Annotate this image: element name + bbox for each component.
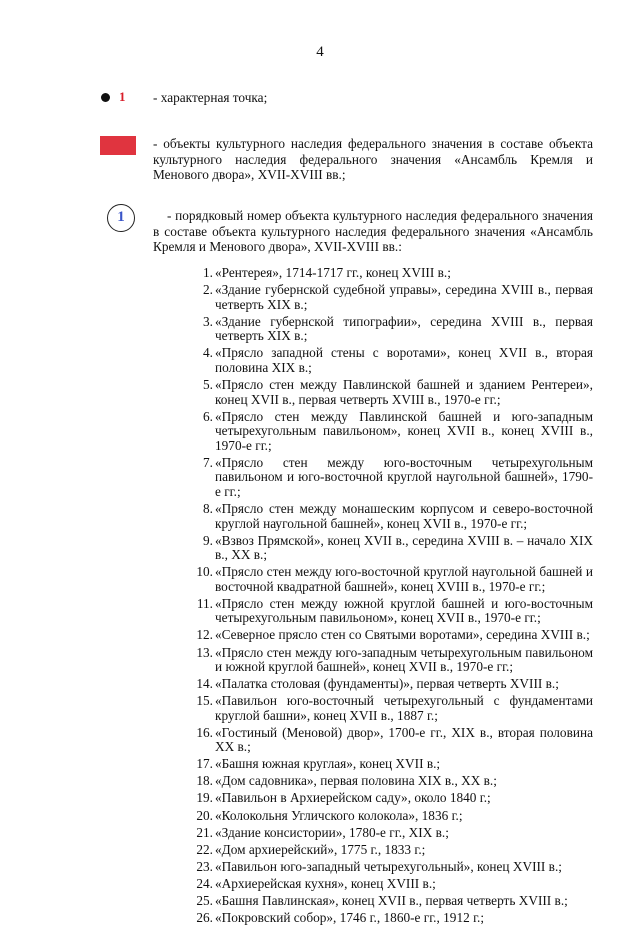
- list-item-number: 13.: [196, 644, 213, 660]
- list-item-number: 3.: [203, 313, 213, 329]
- list-item-text: «Башня Павлинская», конец XVII в., первая четверть XVIII в.;: [215, 892, 568, 908]
- list-item: [193, 410, 593, 454]
- list-item: [193, 826, 593, 841]
- list-item-number: 26.: [196, 909, 213, 925]
- list-item-text: «Прясло стен между юго-западным четырехугольным павильоном и южной круглой башней», конец XVII в., 1970-е гг.;: [215, 644, 593, 675]
- list-item-number: 9.: [203, 532, 213, 548]
- list-item-text: «Прясло стен между монашеским корпусом и северо-восточной круглой наугольной башней», конец XVII в., 1970-е гг.;: [215, 500, 593, 531]
- list-item: [193, 378, 593, 407]
- list-item-text: «Дом садовника», первая половина XIX в., XX в.;: [215, 773, 497, 789]
- list-item: [193, 346, 593, 375]
- list-item: [193, 502, 593, 531]
- list-item-text: «Северное прясло стен со Святыми воротами», середина XVIII в.;: [215, 627, 590, 643]
- list-item-number: 23.: [196, 858, 213, 874]
- list-item: [193, 456, 593, 500]
- list-item-text: «Колокольня Угличского колокола», 1836 г.;: [215, 807, 463, 823]
- list-item-number: 12.: [196, 627, 213, 643]
- red-area-swatch-icon: [100, 136, 136, 155]
- list-item: [193, 283, 593, 312]
- list-item-number: 1.: [203, 265, 213, 280]
- list-item-text: «Павильон юго-западный четырехугольный», конец XVIII в.;: [215, 858, 562, 874]
- list-item: [193, 791, 593, 806]
- legend-ordinal-text: - порядковый номер объекта культурного наследия федерального значения в составе объекта культурного наследия федерального значения «Ансамбль Кремля и Менового двора», XVII-XVIII вв.:: [153, 208, 593, 255]
- list-item-number: 18.: [196, 773, 213, 789]
- list-item-text: «Дом архиерейский», 1775 г., 1833 г.;: [215, 841, 426, 857]
- list-item-number: 5.: [203, 376, 213, 392]
- list-item: [193, 911, 593, 926]
- list-item: [193, 757, 593, 772]
- list-item-number: 25.: [196, 892, 213, 908]
- list-item-text: «Рентерея», 1714-1717 гг., конец XVIII в.;: [215, 265, 451, 280]
- list-item: [193, 628, 593, 643]
- list-item-text: «Здание губернской типографии», середина XVIII в., первая четверть XIX в.;: [215, 313, 593, 344]
- list-item-text: «Прясло стен между юго-восточным четырехугольным павильоном и юго-восточной круглой наугольной башней», 1790-е гг.;: [215, 454, 593, 499]
- ordinal-circle-icon: [107, 204, 135, 232]
- list-item-text: «Башня южная круглая», конец XVII в.;: [215, 756, 441, 772]
- list-item-text: «Палатка столовая (фундаменты)», первая четверть XVIII в.;: [215, 676, 559, 692]
- list-item: [193, 565, 593, 594]
- legend-point-text: - характерная точка;: [153, 90, 268, 105]
- legend-federal-text: - объекты культурного наследия федерального значения в составе объекта культурного наследия федерального значения «Ансамбль Кремля и Менового двора», XVII-XVIII вв.;: [153, 136, 593, 183]
- list-item-text: «Взвоз Прямской», конец XVII в., середина XVIII в. – начало XIX в., XX в.;: [215, 532, 593, 563]
- list-item-text: «Прясло стен между юго-восточной круглой наугольной башней и восточной квадратной башней», конец XVIII в., 1970-е гг.;: [215, 564, 593, 594]
- list-item: [193, 694, 593, 723]
- list-item-text: «Архиерейская кухня», конец XVIII в.;: [215, 875, 436, 891]
- list-item-number: 20.: [196, 807, 213, 823]
- list-item-number: 6.: [203, 408, 213, 424]
- objects-list: [193, 266, 593, 928]
- list-item-text: «Павильон юго-восточный четырехугольный с фундаментами круглой башни», конец XVII в., 1887 г.;: [215, 693, 593, 723]
- list-item-number: 24.: [196, 875, 213, 891]
- ordinal-number: 1: [117, 209, 125, 225]
- list-item-text: «Прясло стен между Павлинской башней и юго-западным четырехугольным павильоном», конец XVII в., конец XVIII в., 1970-е гг.;: [215, 408, 593, 453]
- list-item-number: 17.: [196, 756, 213, 772]
- list-item: [193, 877, 593, 892]
- list-item-text: «Прясло стен между южной круглой башней и юго-восточным четырехугольным павильоном», конец XVII в., 1970-е гг.;: [215, 595, 593, 626]
- list-item: [193, 646, 593, 675]
- list-item-number: 11.: [196, 595, 213, 611]
- list-item-number: 19.: [196, 790, 213, 806]
- list-item-number: 4.: [203, 345, 213, 361]
- list-item-text: «Прясло стен между Павлинской башней и зданием Рентереи», конец XVII в., первая четверть XVIII в., 1970-е гг.;: [215, 376, 593, 407]
- list-item: [193, 315, 593, 344]
- point-number: 1: [119, 89, 126, 104]
- list-item-number: 7.: [203, 454, 213, 470]
- list-item-number: 2.: [203, 282, 213, 298]
- list-item: [193, 266, 593, 281]
- list-item-number: 8.: [203, 500, 213, 516]
- page-number: 4: [316, 44, 324, 60]
- list-item: [193, 677, 593, 692]
- list-item-text: «Покровский собор», 1746 г., 1860-е гг., 1912 г.;: [215, 909, 485, 925]
- list-item: [193, 534, 593, 563]
- list-item-number: 21.: [196, 824, 213, 840]
- list-item: [193, 774, 593, 789]
- list-item: [193, 894, 593, 909]
- list-item: [193, 597, 593, 626]
- list-item: [193, 860, 593, 875]
- list-item-number: 14.: [196, 676, 213, 692]
- list-item-number: 15.: [196, 693, 213, 709]
- list-item-text: «Прясло западной стены с воротами», конец XVII в., вторая половина XIX в.;: [215, 345, 593, 375]
- list-item: [193, 843, 593, 858]
- list-item-text: «Гостиный (Меновой) двор», 1700-е гг., XIX в., вторая половина XX в.;: [215, 724, 593, 755]
- list-item-text: «Здание губернской судебной управы», середина XVIII в., первая четверть XIX в.;: [215, 282, 593, 312]
- list-item-text: «Здание консистории», 1780-е гг., XIX в.;: [215, 824, 449, 840]
- point-dot-icon: [101, 93, 110, 102]
- list-item-text: «Павильон в Архиерейском саду», около 1840 г.;: [215, 790, 491, 806]
- list-item-number: 10.: [196, 564, 213, 580]
- list-item-number: 22.: [196, 841, 213, 857]
- list-item-number: 16.: [196, 724, 213, 740]
- list-item: [193, 726, 593, 755]
- list-item: [193, 809, 593, 824]
